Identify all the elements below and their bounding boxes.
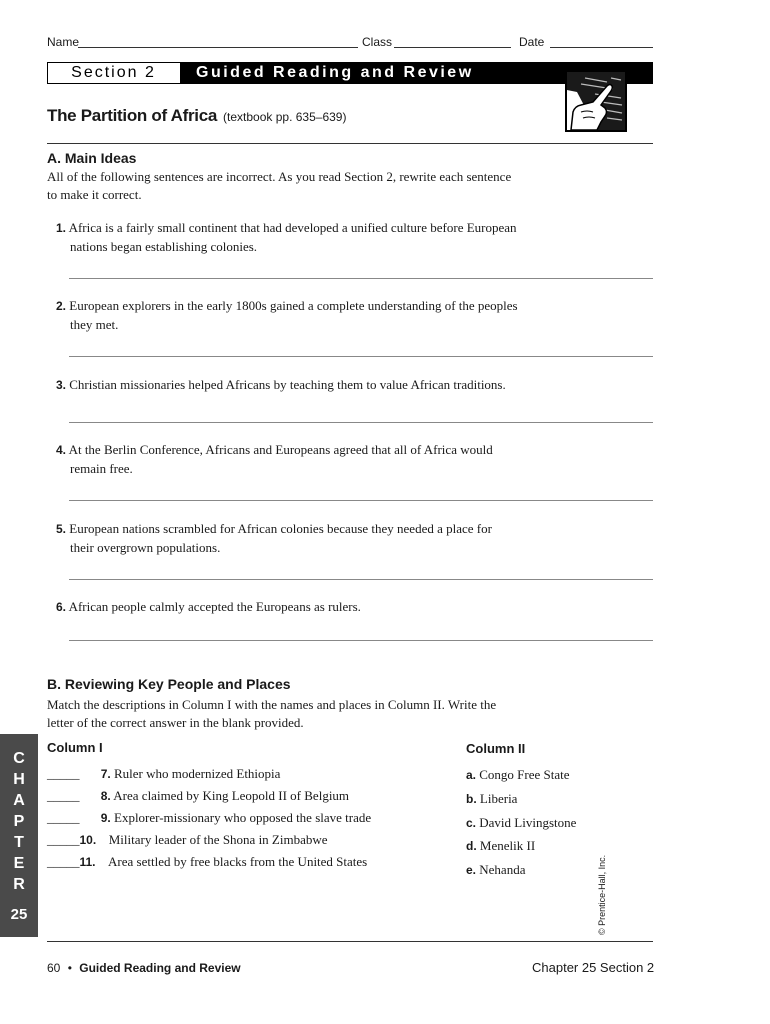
page-title-text: The Partition of Africa [47,106,218,125]
question-4 [56,441,566,477]
item-number: 8. [100,789,111,803]
answer-line-4[interactable] [69,500,653,501]
answer-line-6[interactable] [69,640,653,641]
question-text: African people calmly accepted the Europeans as rulers. [68,599,361,614]
part-a-instructions [47,168,511,203]
footer-chapter-section: Chapter 25 Section 2 [532,960,655,975]
part-a-instructions-line-2: to make it correct. [47,186,142,202]
chapter-letter: E [13,855,25,872]
answer-blank[interactable]: _____ [47,766,80,781]
column-1-item-7 [47,765,280,783]
question-2 [56,297,566,333]
answer-blank[interactable]: _____ [47,788,80,803]
footer-rule [47,941,653,942]
question-text: European nations scrambled for African colonies because they needed a place for [69,521,492,536]
question-text: Africa is a fairly small continent that had developed a unified culture before European [68,220,517,235]
part-b-instructions [47,696,496,731]
question-3 [56,376,566,395]
page-number: 60 [47,961,61,975]
item-description: Area settled by free blacks from the United States [108,854,368,869]
answer-blank[interactable]: _____ [47,832,80,847]
question-text-cont: remain free. [70,460,133,476]
column-1-item-9 [47,809,371,827]
question-number: 6. [56,600,67,614]
item-letter: a. [466,768,477,782]
column-1-heading: Column I [47,740,103,755]
column-2-item-a [466,766,570,784]
date-label: Date [519,35,545,49]
answer-line-1[interactable] [69,278,653,279]
item-answer: Liberia [479,791,518,806]
item-answer: Nehanda [479,862,526,877]
question-text-cont: they met. [70,316,119,332]
column-1-item-8 [47,787,349,805]
answer-line-2[interactable] [69,356,653,357]
item-letter: d. [466,839,477,853]
chapter-letter: H [13,771,25,788]
question-text: At the Berlin Conference, Africans and Europeans agreed that all of Africa would [68,442,493,457]
section-bar-title: Guided Reading and Review [196,64,474,81]
page-title [47,106,346,126]
question-text-cont: nations began establishing colonies. [70,238,258,254]
question-number: 4. [56,443,67,457]
column-2-item-b [466,790,517,808]
part-b-instructions-line-2: letter of the correct answer in the blank provided. [47,714,304,730]
column-2-item-e [466,861,525,879]
part-b-heading: B. Reviewing Key People and Places [47,676,291,692]
question-number: 2. [56,299,67,313]
question-5 [56,520,566,556]
answer-line-3[interactable] [69,422,653,423]
title-rule [47,143,653,144]
class-label: Class [362,35,393,49]
column-2-item-d [466,837,535,855]
name-field[interactable] [78,35,358,48]
item-answer: Congo Free State [479,767,570,782]
footer-bullet: • [67,961,72,975]
item-description: Explorer-missionary who opposed the slave trade [114,810,372,825]
pointing-hand-icon [565,70,627,132]
question-number: 1. [56,221,67,235]
part-b-instructions-line-1: Match the descriptions in Column I with the names and places in Column II. Write the [47,697,497,712]
chapter-letter: C [13,750,25,767]
column-2-heading: Column II [466,741,526,756]
footer-book-title: Guided Reading and Review [79,961,241,975]
chapter-letter: T [14,834,24,851]
section-label: Section 2 [71,64,156,81]
footer-left [47,961,241,975]
column-1-item-10 [47,831,328,849]
chapter-tab [0,734,38,937]
answer-blank[interactable]: _____ [47,854,80,869]
answer-blank[interactable]: _____ [47,810,80,825]
question-number: 5. [56,522,67,536]
question-text: Christian missionaries helped Africans by teaching them to value African traditions. [69,377,506,392]
item-number: 10. [79,833,97,847]
item-description: Ruler who modernized Ethiopia [114,766,281,781]
item-number: 7. [100,767,111,781]
item-letter: b. [466,792,477,806]
question-text: European explorers in the early 1800s gained a complete understanding of the peoples [69,298,518,313]
item-description: Military leader of the Shona in Zimbabwe [108,832,328,847]
class-field[interactable] [394,35,511,48]
item-number: 9. [100,811,111,825]
item-description: Area claimed by King Leopold II of Belgium [113,788,350,803]
chapter-letter: A [13,792,25,809]
date-field[interactable] [550,35,653,48]
part-a-instructions-line-1: All of the following sentences are incorrect. As you read Section 2, rewrite each sentence [47,169,512,184]
copyright-notice: © Prentice-Hall, Inc. [597,854,607,935]
part-a-heading: A. Main Ideas [47,150,137,166]
answer-line-5[interactable] [69,579,653,580]
chapter-letter: R [13,876,25,893]
column-2-item-c [466,814,576,832]
chapter-letter: P [13,813,25,830]
item-letter: e. [466,863,477,877]
item-number: 11. [79,855,96,869]
question-1 [56,219,566,255]
item-answer: David Livingstone [479,815,577,830]
column-1-item-11 [47,853,367,871]
question-text-cont: their overgrown populations. [70,539,221,555]
textbook-reference: (textbook pp. 635–639) [223,110,347,124]
item-answer: Menelik II [479,838,536,853]
chapter-number: 25 [10,906,28,923]
question-6 [56,598,566,617]
item-letter: c. [466,816,477,830]
question-number: 3. [56,378,67,392]
name-label: Name [47,35,80,49]
